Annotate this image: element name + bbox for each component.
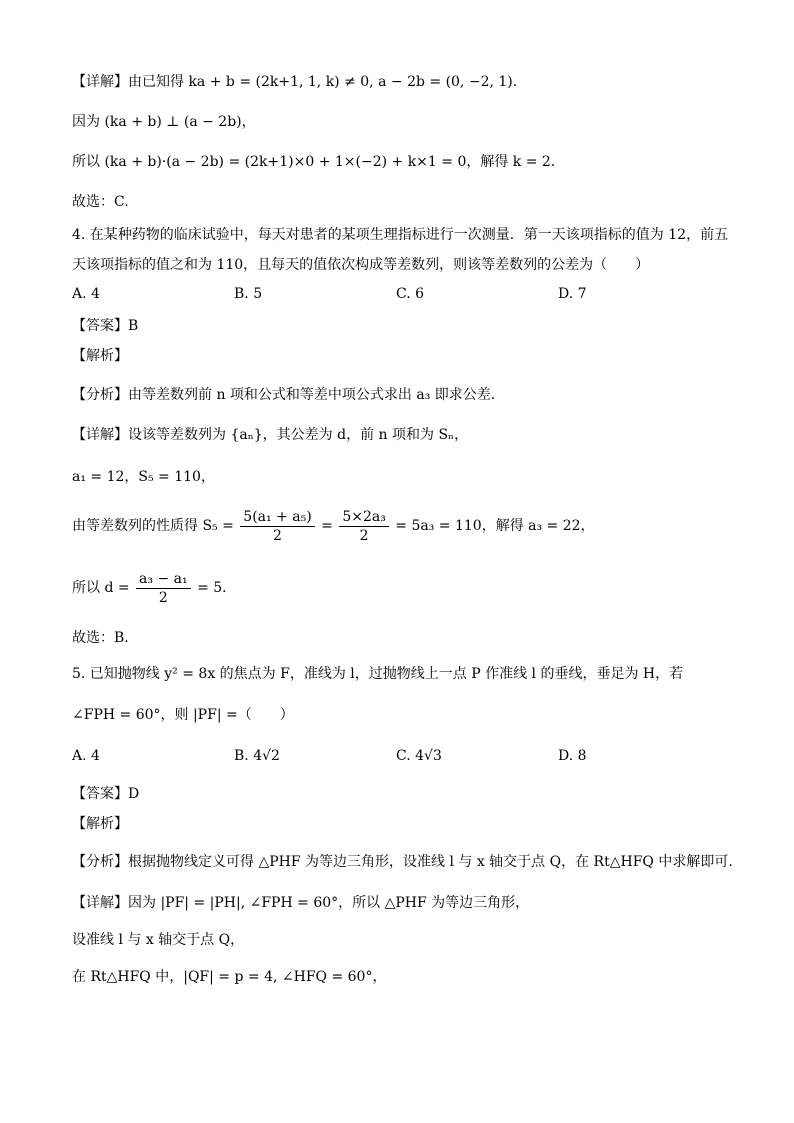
q5-answer: 【答案】D [72,786,140,802]
q4-option-c: C. 6 [396,286,425,302]
q4-fraction-2-num: 5×2a₃ [339,508,389,527]
q5-stem-line1: 5. 已知抛物线 y² = 8x 的焦点为 F，准线为 l，过抛物线上一点 P 作准线 l 的垂线，垂足为 H，若 [72,666,684,682]
q5-stem-line2: ∠FPH = 60°，则 |PF| =（ ） [72,707,294,723]
q4-eq-mid: = [321,518,333,534]
q4-so-line [72,568,236,608]
q4-property-line [72,506,595,546]
q4-so-suffix: = 5． [197,580,237,596]
q4-fraction-3-num: a₃ − a₁ [136,570,191,589]
q4-fraction-1 [240,508,314,545]
q4-fenxi: 【分析】由等差数列前 n 项和公式和等差中项公式求出 a₃ 即求公差． [72,387,505,403]
q4-so-prefix: 所以 d = [72,580,130,596]
q4-fraction-1-num: 5(a₁ + a₅) [240,508,314,527]
q3-choice: 故选：C. [72,194,129,210]
q5-line2: 设准线 l 与 x 轴交于点 Q， [72,932,245,948]
q5-option-a: A. 4 [72,748,100,764]
q5-line3: 在 Rt△HFQ 中，|QF| = p = 4, ∠HFQ = 60°， [72,969,387,985]
q4-fraction-3-den: 2 [158,589,168,606]
q4-fraction-2 [339,508,389,545]
q5-detail: 【详解】因为 |PF| = |PH|, ∠FPH = 60°，所以 △PHF 为等边三角形， [72,895,530,911]
q4-fraction-2-den: 2 [359,527,369,544]
q4-analysis-label: 【解析】 [72,348,128,364]
q4-choice: 故选：B. [72,630,129,646]
q3-because: 因为 (ka + b) ⊥ (a − 2b)， [72,114,256,130]
q5-option-d: D. 8 [558,748,587,764]
q4-detail: 【详解】设该等差数列为 {aₙ}，其公差为 d，前 n 项和为 Sₙ， [72,427,469,443]
q4-property-suffix: = 5a₃ = 110，解得 a₃ = 22， [395,518,595,534]
q3-detail: 【详解】由已知得 ka + b = (2k+1, 1, k) ≠ 0, a − 2b = (0, −2, 1). [72,74,518,90]
q4-option-a: A. 4 [72,286,100,302]
q4-answer: 【答案】B [72,318,139,334]
q4-stem-line1: 4. 在某种药物的临床试验中，每天对患者的某项生理指标进行一次测量．第一天该项指标的值为 12，前五 [72,227,729,243]
q4-option-d: D. 7 [558,286,587,302]
q5-option-c: C. 4√3 [396,748,442,764]
q5-analysis-label: 【解析】 [72,816,128,832]
q4-fraction-3 [136,570,191,607]
q5-option-b: B. 4√2 [234,748,280,764]
q4-property-prefix: 由等差数列的性质得 S₅ = [72,518,234,534]
q4-option-b: B. 5 [234,286,263,302]
q3-so: 所以 (ka + b)·(a − 2b) = (2k+1)×0 + 1×(−2) + k×1 = 0，解得 k = 2． [72,154,565,170]
q5-fenxi: 【分析】根据抛物线定义可得 △PHF 为等边三角形，设准线 l 与 x 轴交于点 Q，在 Rt△HFQ 中求解即可. [72,854,733,870]
q4-stem-line2: 天该项指标的值之和为 110，且每天的值依次构成等差数列，则该等差数列的公差为（ ） [72,257,650,273]
q4-fraction-1-den: 2 [273,527,282,544]
q4-given: a₁ = 12，S₅ = 110， [72,469,215,485]
